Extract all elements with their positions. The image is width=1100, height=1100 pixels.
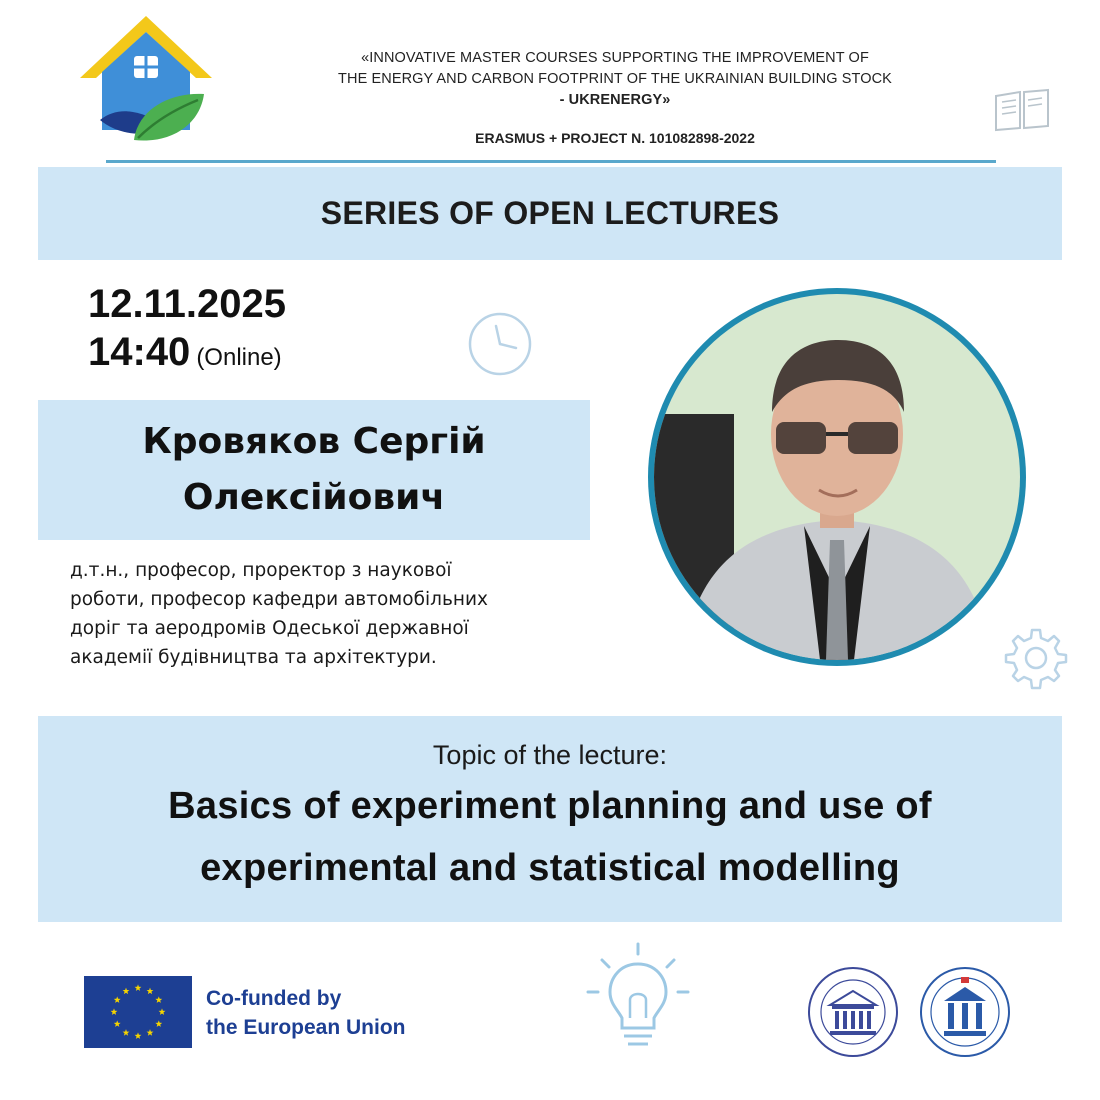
topic-title-line: experimental and statistical modelling (200, 846, 900, 889)
speaker-bio-line: академії будівництва та архітектури. (70, 647, 437, 668)
speaker-bio-line: роботи, професор кафедри автомобільних (70, 589, 488, 610)
house-leaf-logo (76, 12, 216, 147)
speaker-bio (70, 556, 580, 672)
eu-cofunded-text (206, 984, 406, 1042)
speaker-name-patronymic: Олексійович (182, 477, 446, 518)
series-title: SERIES OF OPEN LECTURES (320, 195, 780, 231)
speaker-name-banner (38, 400, 590, 540)
clock-icon (466, 310, 534, 378)
speaker-name-first: Кровяков Сергій (142, 421, 486, 462)
event-mode: (Online) (196, 344, 282, 371)
project-title-line: «INNOVATIVE MASTER COURSES SUPPORTING THE IMPROVEMENT OF (361, 50, 869, 66)
topic-title-line: Basics of experiment planning and use of (168, 784, 932, 827)
event-time: 14:40 (88, 330, 191, 374)
event-date: 12.11.2025 (88, 282, 286, 326)
lightbulb-icon (584, 942, 692, 1054)
series-banner (38, 167, 1062, 260)
speaker-photo (654, 294, 1020, 660)
eu-text-line: the European Union (206, 1016, 406, 1039)
book-icon (990, 84, 1054, 134)
project-acronym: - UKRENERGY» (559, 92, 671, 108)
speaker-photo-frame (648, 288, 1026, 666)
event-time-row (88, 330, 282, 375)
speaker-bio-line: доріг та аеродромів Одеської державної (70, 618, 469, 639)
university-seal-icon (806, 965, 900, 1059)
eu-text-line: Co-funded by (206, 987, 342, 1010)
university-seal-icon (918, 965, 1012, 1059)
project-title-line: THE ENERGY AND CARBON FOOTPRINT OF THE UKRAINIAN BUILDING STOCK (338, 71, 892, 87)
header-divider (106, 160, 996, 163)
project-number: ERASMUS + PROJECT N. 101082898-2022 (475, 130, 755, 146)
topic-banner (38, 716, 1062, 922)
topic-label: Topic of the lecture: (432, 739, 668, 770)
project-title (300, 48, 930, 111)
gear-icon (1004, 626, 1068, 690)
speaker-bio-line: д.т.н., професор, проректор з наукової (70, 560, 452, 581)
eu-flag-icon (84, 976, 192, 1048)
